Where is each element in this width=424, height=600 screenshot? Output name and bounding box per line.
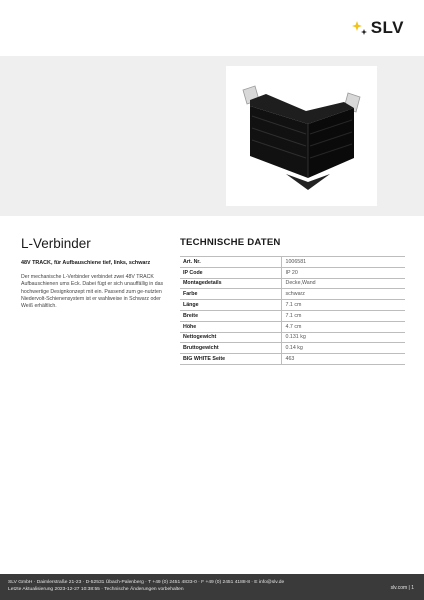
spec-value: 0.14 kg — [281, 343, 405, 354]
page-number[interactable]: slv.com | 1 — [390, 585, 414, 591]
table-row — [180, 278, 405, 289]
tech-table — [180, 256, 405, 365]
table-row — [180, 343, 405, 354]
spec-label: Montagedetails — [180, 278, 281, 289]
table-row — [180, 267, 405, 278]
spec-value: 4.7 cm — [281, 321, 405, 332]
company-address: SLV GmbH · Daimlerstraße 21-23 · D-52531 Übach-Palenberg · T +49 (0) 2451 4833-0 · F +49 (0) 2451 4188-8 · E info@slv.de — [8, 580, 285, 585]
spec-label: Nettogewicht — [180, 332, 281, 343]
footer-contact — [8, 580, 284, 593]
spec-value: IP 20 — [281, 267, 405, 278]
product-description: Der mechanische L-Verbinder verbindet zwei 48V TRACK Aufbauschienen ums Eck. Dabei fügt er sich unauffällig in das hochwertige Designkonzept mit ein. Passend zum ge-nutzten Niedervolt-Schienensystem ist er wahlweise in Schwarz oder Weiß erhältlich. — [21, 274, 164, 310]
table-row — [180, 310, 405, 321]
spec-value: 463 — [281, 354, 405, 365]
spec-value: 7.1 cm — [281, 300, 405, 311]
table-row — [180, 257, 405, 268]
spec-label: Höhe — [180, 321, 281, 332]
spec-label: Bruttogewicht — [180, 343, 281, 354]
table-row — [180, 321, 405, 332]
spec-label: Art. Nr. — [180, 257, 281, 268]
product-image — [226, 66, 377, 206]
spec-label: BIG WHITE Seite — [180, 354, 281, 365]
spec-label: Farbe — [180, 289, 281, 300]
product-subtitle: 48V TRACK, für Aufbauschiene tief, links, schwarz — [21, 260, 151, 266]
logo-text: SLV — [370, 18, 404, 37]
tech-heading: TECHNISCHE DATEN — [180, 237, 281, 248]
spec-value: schwarz — [281, 289, 405, 300]
page-footer — [0, 574, 424, 600]
slv-logo[interactable] — [352, 18, 404, 38]
technical-data — [180, 237, 405, 365]
spec-value: 7.1 cm — [281, 310, 405, 321]
last-updated: Letzte Aktualisierung 2023-12-27 10:38:55 · Technische Änderungen vorbehalten — [8, 586, 184, 592]
product-info — [21, 236, 171, 310]
spec-value: 1006581 — [281, 257, 405, 268]
product-title: L-Verbinder — [21, 236, 91, 251]
page-header — [0, 0, 424, 56]
spec-label: Länge — [180, 300, 281, 311]
table-row — [180, 354, 405, 365]
spec-value: Decke,Wand — [281, 278, 405, 289]
spec-label: Breite — [180, 310, 281, 321]
sparkle-icon — [352, 20, 368, 36]
table-row — [180, 332, 405, 343]
l-connector-illustration — [226, 66, 377, 206]
table-row — [180, 300, 405, 311]
spec-label: IP Code — [180, 267, 281, 278]
spec-value: 0.131 kg — [281, 332, 405, 343]
table-row — [180, 289, 405, 300]
